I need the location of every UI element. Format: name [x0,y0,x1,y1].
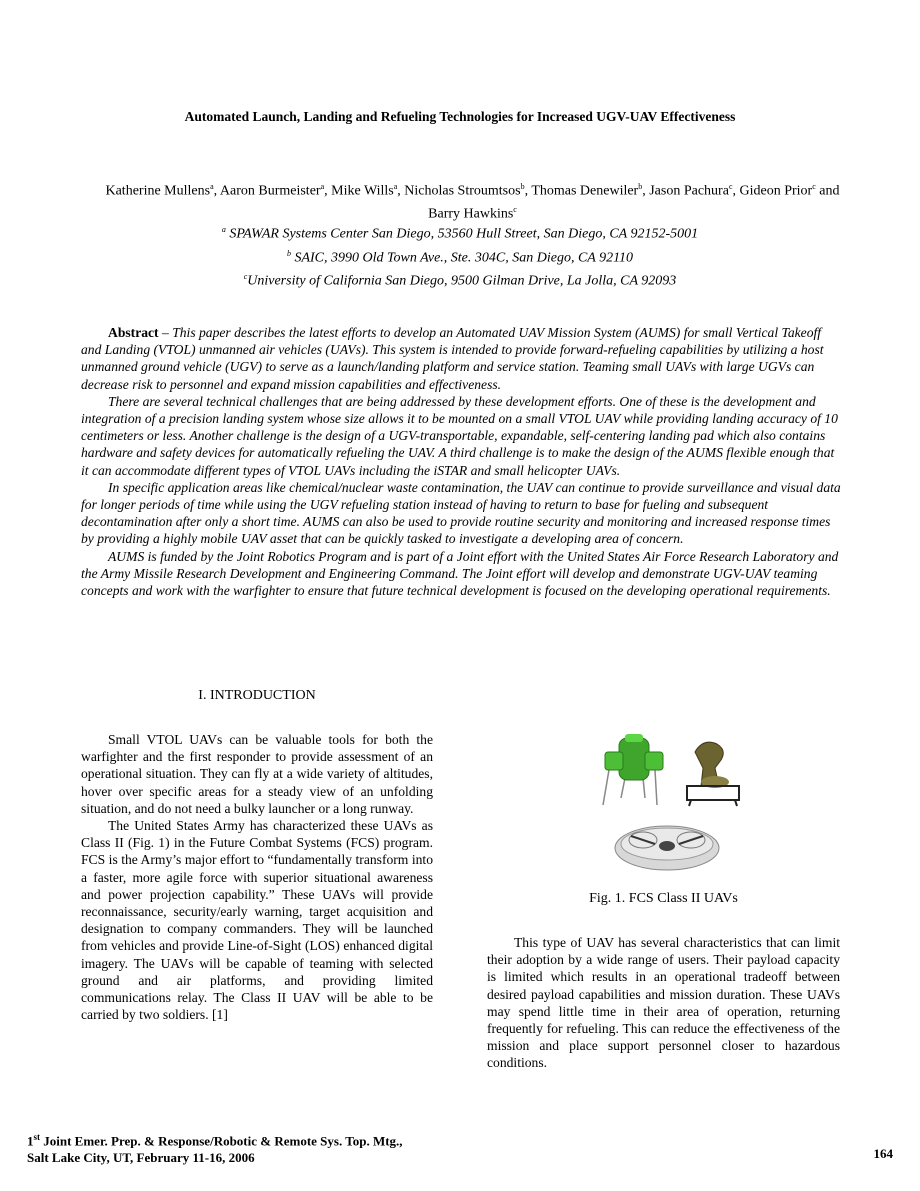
page-number: 164 [873,1146,893,1161]
footer-line-2: Salt Lake City, UT, February 11-16, 2006 [27,1150,255,1166]
author-affiliation-mark: b [638,182,643,191]
affiliation-mark: b [286,248,291,258]
footer-conference: Joint Emer. Prep. & Response/Robotic & Remote Sys. Top. Mtg., [40,1133,403,1149]
footer-ordinal-suffix: st [33,1132,40,1142]
abstract-paragraph [81,324,841,393]
intro-left-column [81,731,433,1023]
paper-title: Automated Launch, Landing and Refueling Technologies for Increased UGV-UAV Effectiveness [184,109,736,124]
intro-right-column [487,934,840,1072]
section-heading: I. INTRODUCTION [198,688,316,703]
body-paragraph: Small VTOL UAVs can be valuable tools for both the warfighter and the first responder to provide assessment of an operational situation. They can fly at a wide variety of altitudes, hover over specific areas for a steady view of an unfolding situation, and do not need a bulky launcher or a long runway. [81,732,433,816]
page-footer [27,1129,627,1166]
author-name: Nicholas Stroumtsos [404,183,521,199]
affiliation-text: University of California San Diego, 9500 Gilman Drive, La Jolla, CA 92093 [247,273,677,289]
affiliation-mark: a [221,225,226,234]
abstract-text: This paper describes the latest efforts to develop an Automated UAV Mission System (AUMS) for small Vertical Takeoff and Landing (VTOL) unmanned air vehicles (UAVs). This system is intended to provide forward-refueling capabilities by utilizing a host unmanned ground vehicle (UGV) to serve as a launch/landing platform and service station. Teaming small UAVs with large UGVs can decrease risk to personnel and expand mission capabilities and effectiveness. [81,325,824,392]
author-affiliation-mark: c [728,182,733,191]
author-name: Jason Pachura [649,183,729,199]
author-affiliation-mark: a [210,182,214,191]
body-paragraph: The United States Army has characterized these UAVs as Class II (Fig. 1) in the Future Combat Systems (FCS) program. FCS is the Army’s major effort to “fundamentally transform into a faster, more agile force with superior situational awareness and power projection capability.” These UAVs will provide reconnaissance, security/early warning, target acquisition and designation to company commanders. They will be launched from vehicles and provide Line-of-Sight (LOS) enhanced digital imagery. The UAVs will be capable of teaming with selected ground and air platforms, and providing limited communications relay. The Class II UAV will be able to be carried by two soldiers. [1] [81,818,433,1023]
author-name: Katherine Mullens [105,183,211,199]
affiliation-text: SPAWAR Systems Center San Diego, 53560 Hull Street, San Diego, CA 92152-5001 [229,226,699,242]
author-list: Katherine Mullens$^a$, Aaron Burmeister$^a$, Mike Wills$^a$, Nicholas Stroumtsos$^b$, Thomas Denewiler$^b$, Jason Pachura$^c$, Gideon Prior$^c$ and Barry Hawkins$^c$ [105,182,840,222]
affiliation-line [0,220,920,244]
author-affiliation-mark: c [513,204,517,214]
figure-caption: Fig. 1. FCS Class II UAVs [589,891,738,906]
abstract-paragraph: AUMS is funded by the Joint Robotics Program and is part of a Joint effort with the United States Air Force Research Laboratory and the Army Missile Research Development and Engineering Command. The Joint effort will develop and demonstrate UGV-UAV teaming concepts and work with the warfighter to ensure that future technical development is focused on the developing operational requirements. [81,548,839,599]
affiliation-line [0,244,920,268]
figure-uav-images [595,730,775,880]
affiliation-text: SAIC, 3990 Old Town Ave., Ste. 304C, San Diego, CA 92110 [294,250,634,266]
author-conjunction: and [819,183,840,199]
abstract-paragraph: There are several technical challenges that are being addressed by these development efforts. One of these is the development and integration of a precision landing system whose size allows it to be mounted on a small VTOL UAV while providing landing accuracy of 10 centimeters or less. Another challenge is the design of a UGV-transportable, expandable, self-centering landing pad which also contains hardware and safety devices for automatically refueling the UAV. A third challenge is to make the design of the AUMS flexible enough that it can accommodate different types of VTOL UAVs including the iSTAR and small helicopter UAVs. [81,393,838,478]
grey-uav-image [615,826,719,870]
abstract-dash: – [158,325,173,340]
footer-ordinal: 1 [27,1133,34,1149]
author-affiliation-mark: c [812,182,816,191]
author-affiliation-mark: a [393,182,398,191]
olive-uav-image [687,742,739,806]
affiliation-line [0,267,920,291]
affiliation-list [0,220,920,291]
uav-illustration [595,730,775,880]
author-name: Gideon Prior [739,183,813,199]
abstract [81,324,841,599]
footer-line-1 [27,1129,627,1149]
author-affiliation-mark: b [520,182,525,191]
author-affiliation-mark: a [320,182,325,191]
author-name: Aaron Burmeister [219,183,321,199]
author-name: Mike Wills [331,183,394,199]
author-name: Thomas Denewiler [531,183,639,199]
affiliation-mark: c [243,272,248,282]
abstract-paragraph: In specific application areas like chemical/nuclear waste contamination, the UAV can continue to provide surveillance and visual data for longer periods of time while using the UGV refueling station instead of having to return to base for fueling and subsequent decontamination after only a short time. AUMS can also be used to provide routine security and monitoring and increased response times by providing a highly mobile UAV asset that can be quickly tasked to investigate a developing area of concern. [81,479,841,547]
green-uav-image [603,734,663,805]
body-paragraph: This type of UAV has several characteristics that can limit their adoption by a wide range of users. Their payload capacity is limited which results in an operational tradeoff between desired payload capabilities and mission duration. These UAVs may spend little time in their area of operation, returning frequently for refueling. This can reduce the effectiveness of the mission and place support personnel closer to hazardous conditions. [487,935,840,1071]
abstract-label: Abstract [108,325,159,340]
author-name: Barry Hawkins [428,206,514,222]
